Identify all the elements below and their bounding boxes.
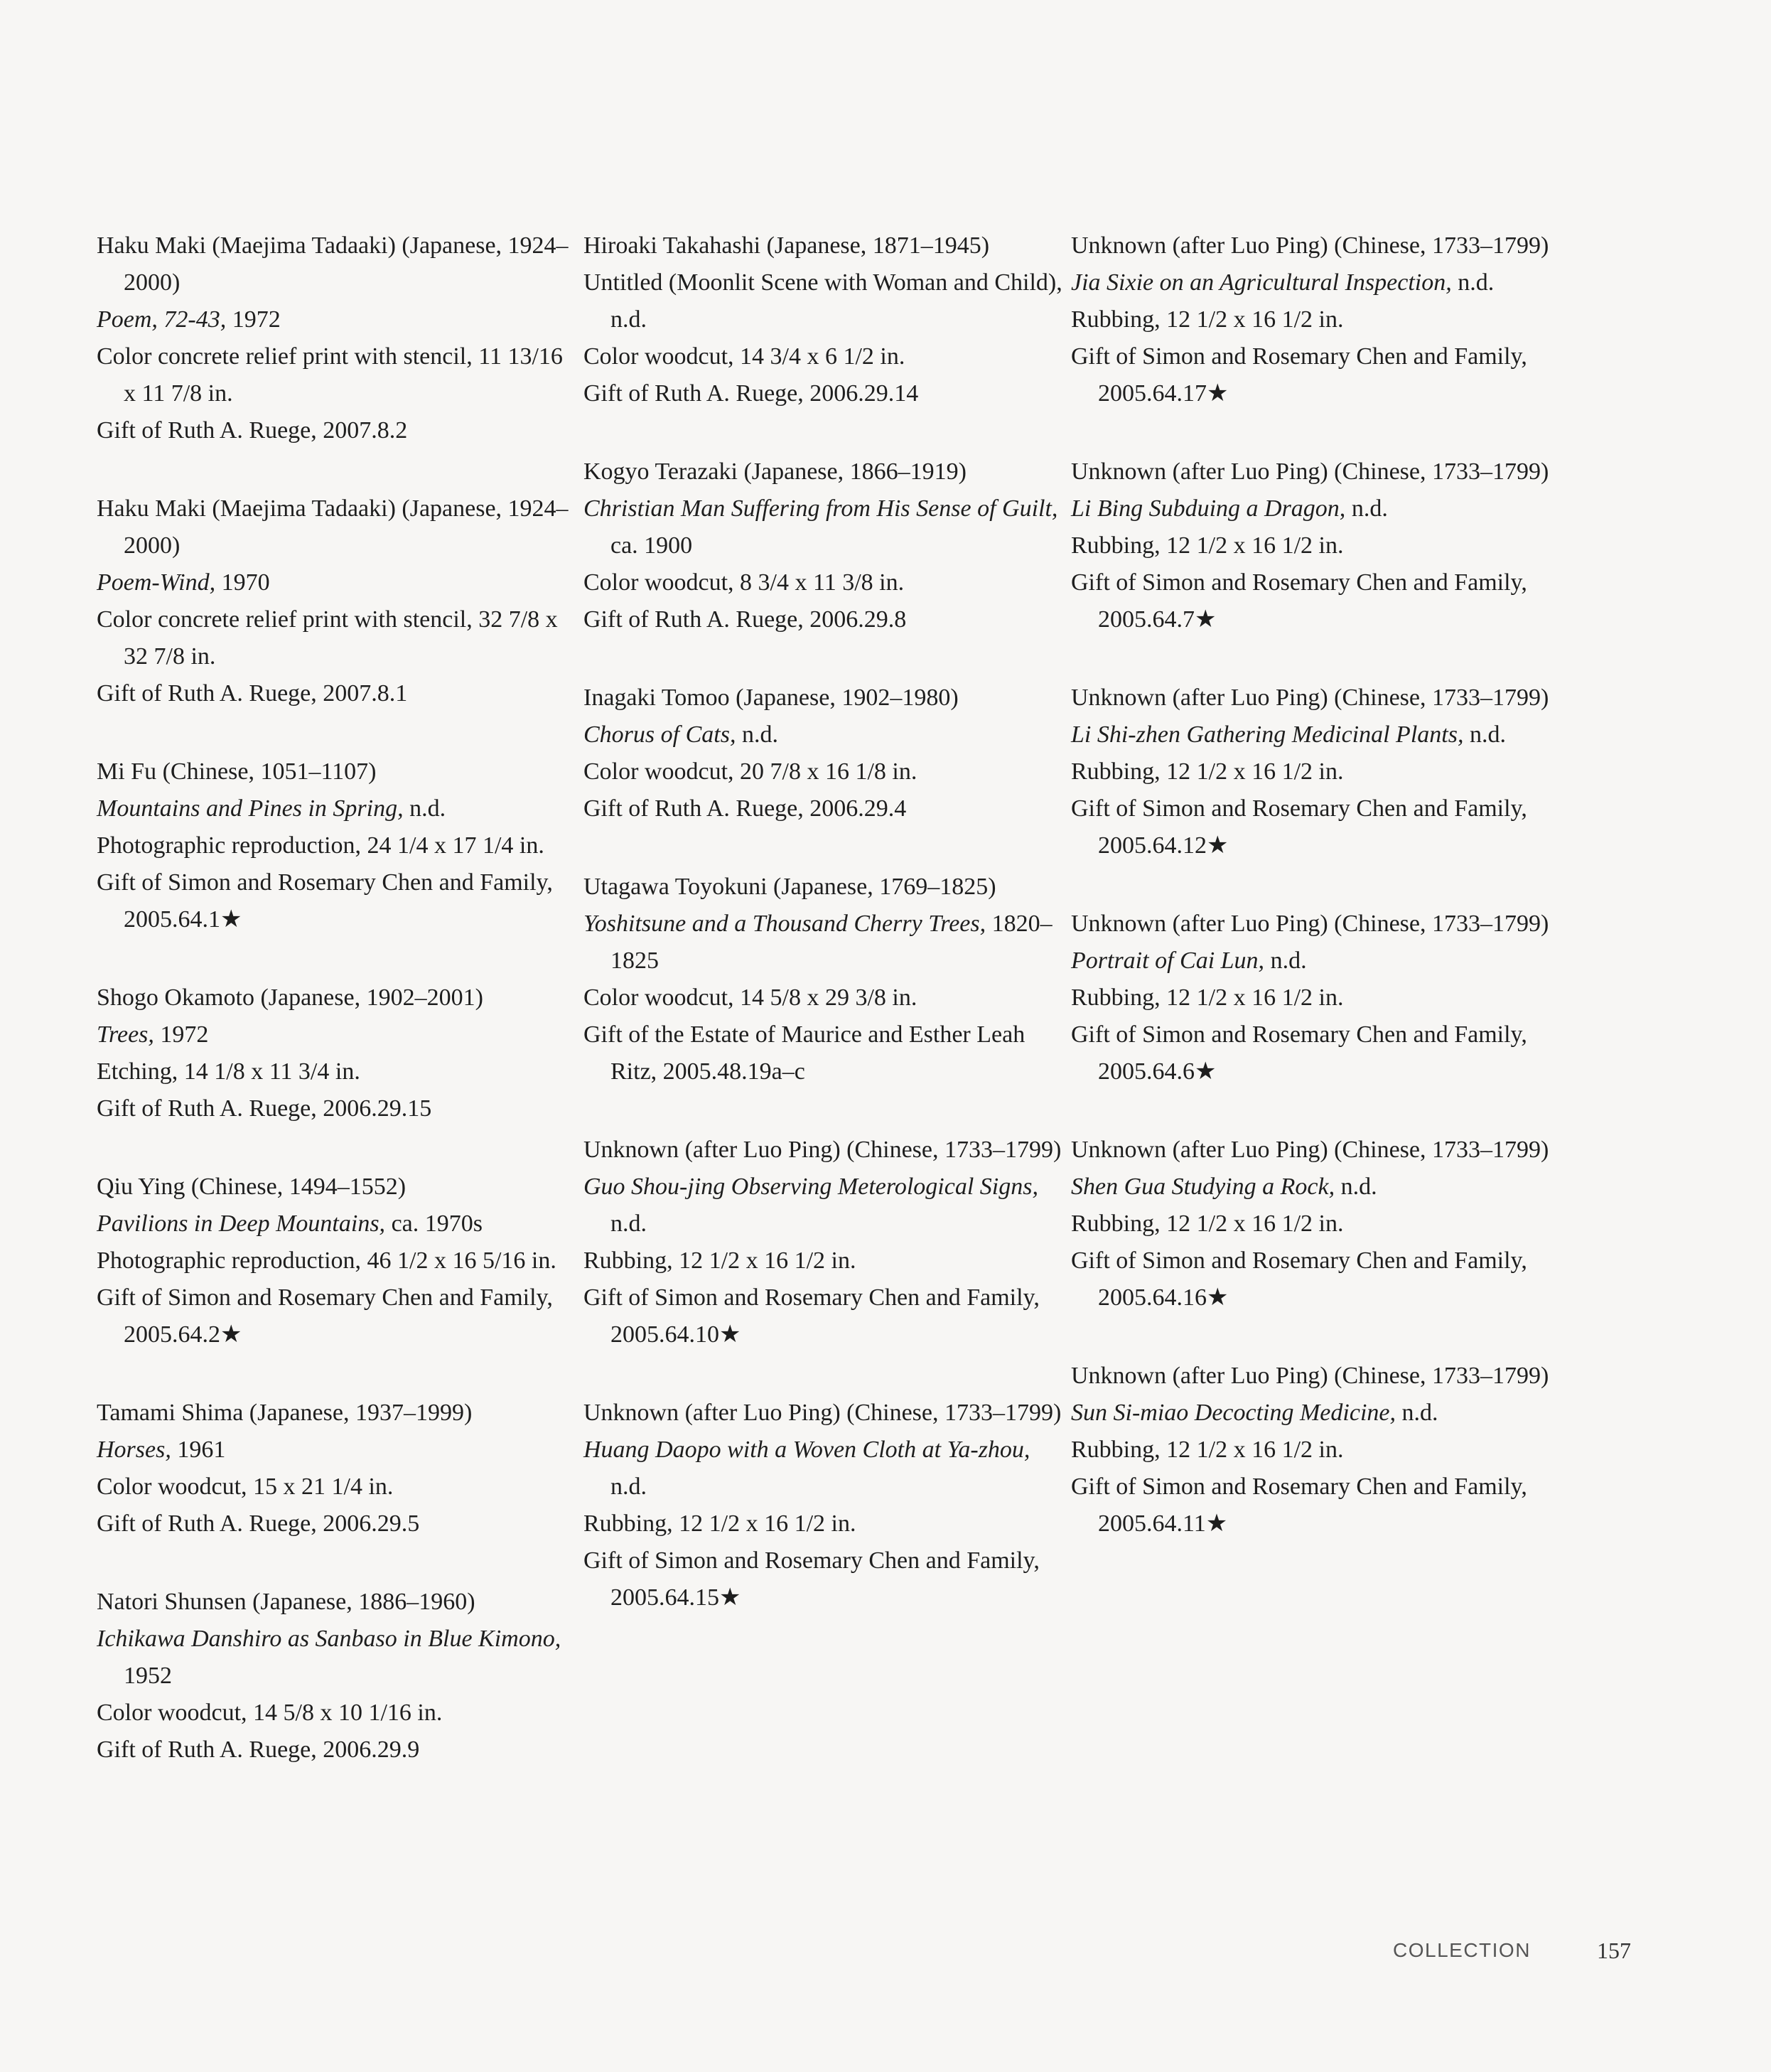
credit-line: Gift of Ruth A. Ruege, 2007.8.2	[97, 417, 408, 444]
artist-line: Kogyo Terazaki (Japanese, 1866–1919)	[583, 458, 967, 485]
page-number: 157	[1597, 1938, 1631, 1963]
artwork-date: n.d.	[610, 306, 647, 333]
title-line	[97, 1621, 580, 1695]
medium-line: Color woodcut, 14 5/8 x 29 3/8 in.	[583, 984, 917, 1011]
catalog-entry	[97, 227, 580, 449]
artwork-date: n.d.	[1345, 495, 1388, 522]
title-line	[1071, 1395, 1554, 1432]
title-line	[583, 1169, 1067, 1242]
artwork-date: n.d.	[403, 795, 446, 822]
artist-line: Mi Fu (Chinese, 1051–1107)	[97, 758, 377, 785]
artist-line: Inagaki Tomoo (Japanese, 1902–1980)	[583, 685, 959, 711]
artwork-title: Untitled (Moonlit Scene with Woman and Child),	[583, 269, 1062, 296]
credit-line: Gift of Ruth A. Ruege, 2006.29.14	[583, 380, 919, 407]
catalog-entry	[97, 1169, 580, 1353]
artwork-title: Poem-Wind,	[97, 569, 216, 596]
artwork-title: Li Bing Subduing a Dragon,	[1071, 495, 1346, 522]
artist-line: Unknown (after Luo Ping) (Chinese, 1733–1799)	[583, 1400, 1062, 1426]
medium-line: Rubbing, 12 1/2 x 16 1/2 in.	[583, 1247, 856, 1274]
medium-line: Etching, 14 1/8 x 11 3/4 in.	[97, 1058, 360, 1085]
artist-line: Unknown (after Luo Ping) (Chinese, 1733–1799)	[1071, 911, 1549, 937]
artwork-date: n.d.	[1451, 269, 1495, 296]
title-line	[1071, 716, 1554, 753]
credit-line: Gift of Simon and Rosemary Chen and Family, 2005.64.10★	[583, 1284, 1040, 1348]
title-line	[1071, 490, 1554, 527]
title-line	[583, 264, 1067, 338]
artwork-title: Christian Man Suffering from His Sense of Guilt,	[583, 495, 1058, 522]
medium-line: Rubbing, 12 1/2 x 16 1/2 in.	[1071, 306, 1344, 333]
artwork-title: Poem, 72-43,	[97, 306, 227, 333]
section-label: COLLECTION	[1393, 1939, 1531, 1961]
catalog-entry	[97, 753, 580, 938]
artwork-date: 1972	[226, 306, 281, 333]
credit-line: Gift of the Estate of Maurice and Esther Leah Ritz, 2005.48.19a–c	[583, 1021, 1026, 1085]
artwork-date: n.d.	[610, 1474, 647, 1500]
column-left	[97, 227, 580, 1810]
catalog-entry	[1071, 227, 1554, 412]
catalog-entry	[583, 869, 1067, 1090]
artwork-date: ca. 1900	[610, 532, 693, 559]
catalog-entry	[97, 1395, 580, 1542]
medium-line: Color woodcut, 20 7/8 x 16 1/8 in.	[583, 758, 917, 785]
medium-line: Color woodcut, 14 5/8 x 10 1/16 in.	[97, 1700, 443, 1726]
artwork-title: Guo Shou-jing Observing Meterological Signs,	[583, 1174, 1038, 1200]
page-footer	[0, 1939, 1771, 1982]
artist-line: Qiu Ying (Chinese, 1494–1552)	[97, 1174, 407, 1200]
medium-line: Rubbing, 12 1/2 x 16 1/2 in.	[1071, 758, 1344, 785]
catalog-entry	[583, 1395, 1067, 1616]
medium-line: Color concrete relief print with stencil, 32 7/8 x 32 7/8 in.	[97, 606, 558, 670]
artist-line: Shogo Okamoto (Japanese, 1902–2001)	[97, 984, 483, 1011]
credit-line: Gift of Ruth A. Ruege, 2006.29.4	[583, 795, 907, 822]
artwork-title: Trees,	[97, 1021, 154, 1048]
title-line	[97, 301, 580, 338]
column-right	[1071, 227, 1554, 1584]
catalog-entry	[583, 227, 1067, 412]
catalog-entry	[583, 680, 1067, 827]
medium-line: Rubbing, 12 1/2 x 16 1/2 in.	[1071, 1437, 1344, 1463]
medium-line: Color concrete relief print with stencil, 11 13/16 x 11 7/8 in.	[97, 343, 563, 407]
column-middle	[583, 227, 1067, 1658]
artist-line: Haku Maki (Maejima Tadaaki) (Japanese, 1924–2000)	[97, 232, 569, 296]
artist-line: Hiroaki Takahashi (Japanese, 1871–1945)	[583, 232, 990, 259]
catalog-entry	[1071, 1358, 1554, 1542]
medium-line: Color woodcut, 15 x 21 1/4 in.	[97, 1474, 394, 1500]
medium-line: Rubbing, 12 1/2 x 16 1/2 in.	[1071, 984, 1344, 1011]
artwork-title: Chorus of Cats,	[583, 721, 736, 748]
catalog-entry	[583, 1132, 1067, 1353]
artwork-title: Sun Si-miao Decocting Medicine,	[1071, 1400, 1396, 1426]
artwork-date: ca. 1970s	[385, 1211, 483, 1237]
artist-line: Unknown (after Luo Ping) (Chinese, 1733–1799)	[1071, 1363, 1549, 1389]
artwork-date: 1961	[171, 1437, 226, 1463]
artwork-title: Ichikawa Danshiro as Sanbaso in Blue Kimono,	[97, 1626, 561, 1652]
title-line	[97, 1016, 580, 1053]
title-line	[97, 564, 580, 601]
artwork-title: Huang Daopo with a Woven Cloth at Ya-zhou,	[583, 1437, 1030, 1463]
credit-line: Gift of Simon and Rosemary Chen and Family, 2005.64.16★	[1071, 1247, 1527, 1311]
artist-line: Unknown (after Luo Ping) (Chinese, 1733–1799)	[583, 1137, 1062, 1163]
artwork-title: Portrait of Cai Lun,	[1071, 948, 1265, 974]
catalog-entry	[1071, 1132, 1554, 1316]
artist-line: Haku Maki (Maejima Tadaaki) (Japanese, 1924–2000)	[97, 495, 569, 559]
credit-line: Gift of Simon and Rosemary Chen and Family, 2005.64.7★	[1071, 569, 1527, 633]
artist-line: Unknown (after Luo Ping) (Chinese, 1733–1799)	[1071, 1137, 1549, 1163]
title-line	[1071, 1169, 1554, 1206]
catalog-entry	[1071, 453, 1554, 638]
catalog-entry	[583, 453, 1067, 638]
medium-line: Rubbing, 12 1/2 x 16 1/2 in.	[583, 1510, 856, 1537]
catalog-entry	[1071, 680, 1554, 864]
artwork-title: Li Shi-zhen Gathering Medicinal Plants,	[1071, 721, 1464, 748]
title-line	[583, 490, 1067, 564]
artwork-date: n.d.	[1335, 1174, 1377, 1200]
catalog-entry	[97, 490, 580, 712]
medium-line: Color woodcut, 14 3/4 x 6 1/2 in.	[583, 343, 905, 370]
medium-line: Rubbing, 12 1/2 x 16 1/2 in.	[1071, 532, 1344, 559]
credit-line: Gift of Ruth A. Ruege, 2006.29.15	[97, 1095, 432, 1122]
credit-line: Gift of Simon and Rosemary Chen and Family, 2005.64.11★	[1071, 1474, 1527, 1537]
credit-line: Gift of Ruth A. Ruege, 2006.29.5	[97, 1510, 420, 1537]
title-line	[97, 1206, 580, 1242]
artwork-date: 1970	[215, 569, 270, 596]
catalog-entry	[97, 979, 580, 1127]
artwork-title: Pavilions in Deep Mountains,	[97, 1211, 386, 1237]
artwork-date: n.d.	[736, 721, 778, 748]
artwork-title: Jia Sixie on an Agricultural Inspection,	[1071, 269, 1452, 296]
medium-line: Photographic reproduction, 46 1/2 x 16 5/16 in.	[97, 1247, 556, 1274]
credit-line: Gift of Ruth A. Ruege, 2007.8.1	[97, 680, 408, 707]
credit-line: Gift of Simon and Rosemary Chen and Family, 2005.64.2★	[97, 1284, 553, 1348]
artwork-title: Mountains and Pines in Spring,	[97, 795, 404, 822]
title-line	[1071, 943, 1554, 979]
credit-line: Gift of Simon and Rosemary Chen and Family, 2005.64.1★	[97, 869, 553, 933]
title-line	[583, 1432, 1067, 1505]
artwork-date: n.d.	[1463, 721, 1506, 748]
credit-line: Gift of Simon and Rosemary Chen and Family, 2005.64.15★	[583, 1547, 1040, 1611]
artist-line: Unknown (after Luo Ping) (Chinese, 1733–1799)	[1071, 458, 1549, 485]
artwork-title: Shen Gua Studying a Rock,	[1071, 1174, 1335, 1200]
credit-line: Gift of Ruth A. Ruege, 2006.29.9	[97, 1736, 420, 1763]
credit-line: Gift of Ruth A. Ruege, 2006.29.8	[583, 606, 907, 633]
artist-line: Utagawa Toyokuni (Japanese, 1769–1825)	[583, 874, 996, 900]
title-line	[583, 716, 1067, 753]
catalog-entry	[1071, 906, 1554, 1090]
artwork-date: n.d.	[1264, 948, 1307, 974]
artist-line: Unknown (after Luo Ping) (Chinese, 1733–1799)	[1071, 232, 1549, 259]
artist-line: Unknown (after Luo Ping) (Chinese, 1733–1799)	[1071, 685, 1549, 711]
artwork-title: Yoshitsune and a Thousand Cherry Trees,	[583, 911, 986, 937]
artwork-date: n.d.	[1395, 1400, 1438, 1426]
artwork-date: 1972	[154, 1021, 209, 1048]
artwork-title: Horses,	[97, 1437, 171, 1463]
credit-line: Gift of Simon and Rosemary Chen and Family, 2005.64.12★	[1071, 795, 1527, 859]
credit-line: Gift of Simon and Rosemary Chen and Family, 2005.64.17★	[1071, 343, 1527, 407]
artwork-date: 1952	[124, 1663, 172, 1689]
artist-line: Natori Shunsen (Japanese, 1886–1960)	[97, 1589, 475, 1615]
title-line	[1071, 264, 1554, 301]
title-line	[97, 1432, 580, 1469]
artist-line: Tamami Shima (Japanese, 1937–1999)	[97, 1400, 473, 1426]
credit-line: Gift of Simon and Rosemary Chen and Family, 2005.64.6★	[1071, 1021, 1527, 1085]
medium-line: Photographic reproduction, 24 1/4 x 17 1/4 in.	[97, 832, 544, 859]
title-line	[97, 790, 580, 827]
medium-line: Color woodcut, 8 3/4 x 11 3/8 in.	[583, 569, 905, 596]
artwork-date: n.d.	[610, 1211, 647, 1237]
title-line	[583, 906, 1067, 979]
medium-line: Rubbing, 12 1/2 x 16 1/2 in.	[1071, 1211, 1344, 1237]
artwork-date: 1820–1825	[610, 911, 1053, 974]
catalog-entry	[97, 1584, 580, 1768]
